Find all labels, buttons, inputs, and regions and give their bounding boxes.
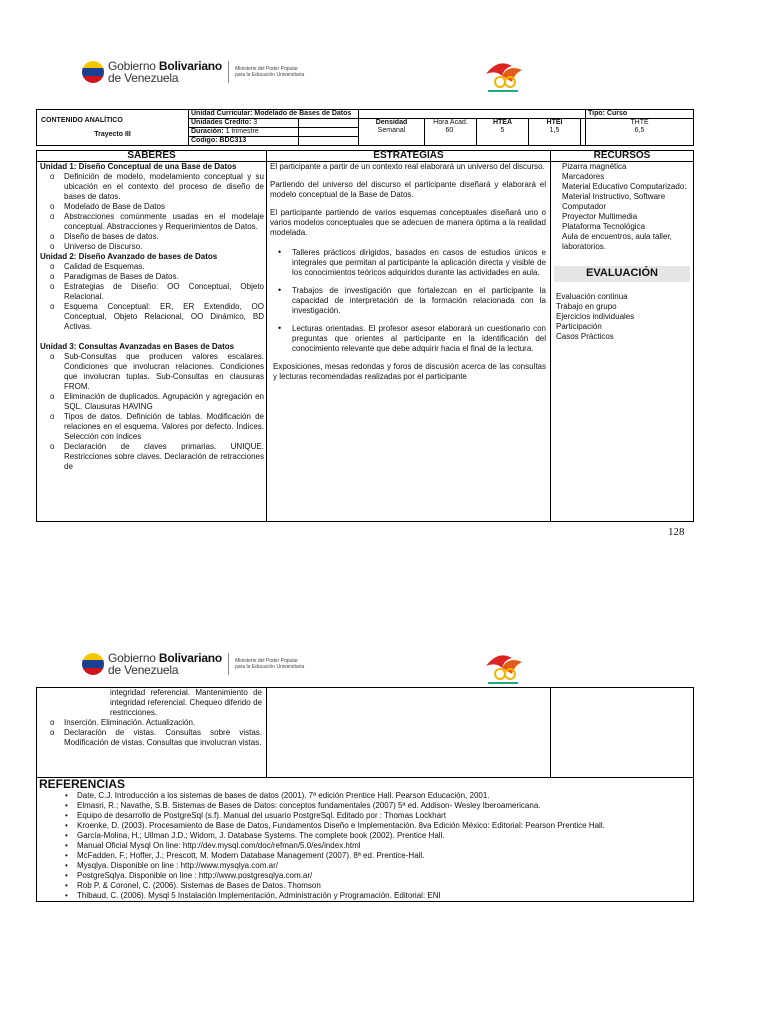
- saberes-cell: [37, 162, 267, 522]
- referencias-title: REFERENCIAS: [39, 777, 126, 791]
- list-item: • Rob P. & Coronel, C. (2006). Sistemas de Bases de Datos. Thomson: [39, 881, 691, 891]
- list-item: Ejercicios individuales: [556, 311, 635, 321]
- thte-cell: THTE 6,5: [586, 119, 694, 146]
- list-item: Trabajo en grupo: [556, 301, 617, 311]
- list-item: Plataforma Tecnológica: [562, 222, 646, 231]
- course-header-table: [36, 109, 694, 146]
- list-item: • Thibaud, C. (2006). Mysql 5 Instalación Implementación, Administración y Programación. Editorial: ENI: [39, 891, 691, 901]
- strategy-paragraph: El participante a partir de un contexto real elaborará un universo del discurso.: [270, 162, 545, 171]
- continued-text: integridad referencial. Mantenimiento de integridad referencial. Chequeo diferido de restricciones.: [110, 688, 262, 717]
- evaluation-list: [554, 292, 690, 342]
- university-emblem-icon: [478, 648, 528, 688]
- list-item: o Abstracciones comúnmente usadas en el modelaje conceptual. Abstracciones y Requerimientos de Datos.: [40, 212, 264, 232]
- saberes-header: SABERES: [37, 151, 267, 162]
- list-item: Casos Prácticos: [556, 331, 614, 341]
- list-item: • Lecturas orientadas. El profesor asesor elaborará un cuestionario con preguntas que orientes al participante en la identificación del conocimiento relevante que debe adquirir hacia el final de la lectura.: [270, 324, 546, 354]
- list-item: Aula de encuentros, aula taller,: [562, 232, 672, 241]
- government-logo: [82, 652, 304, 676]
- ministry-name: Ministerio del Poder Popular para la Educación Universitaria: [235, 66, 305, 78]
- strategy-paragraph: Exposiciones, mesas redondas y foros de discusión acerca de las consultas y lecturas recomendadas realizadas por el participante: [273, 362, 546, 381]
- unit-2-title: Unidad 2: Diseño Avanzado de bases de Datos: [40, 252, 218, 261]
- ministry-name: Ministerio del Poder Popular para la Educación Universitaria: [235, 658, 305, 670]
- list-item: • García-Molina, H.; Ullman J.D.; Widom, J. Database Systems. The complete book (2002). Prentice Hall.: [39, 831, 691, 841]
- hours-cell: Hora Acad. 60´: [425, 119, 477, 146]
- list-item: • McFadden, F.; Hoffer, J.; Prescott, M. Modern Database Management (2007). 8ª ed. Prentice-Hall.: [39, 851, 691, 861]
- list-item: laboratorios.: [562, 242, 607, 251]
- list-item: o Eliminación de duplicados. Agrupación y agregación en SQL. Clausuras HAVING: [40, 392, 264, 412]
- list-item: o Tipos de datos. Definición de tablas. Modificación de relaciones en el esquema. Valores por defecto. Índices. Selección con índices: [40, 412, 264, 442]
- credit-units: Unidades Credito: 3: [189, 119, 299, 128]
- list-item: o Diseño de bases de datos.: [40, 232, 264, 242]
- list-item: • Manual Oficial Mysql On line: http://dev.mysql.com/doc/refman/5.0/es/index.html: [39, 841, 691, 851]
- estrategias-header: ESTRATEGIAS: [267, 151, 551, 162]
- list-item: • Date, C.J. Introducción a los sistemas de bases de datos (2001). 7ª edición Prentice Hall. Pearson Educación, 2001.: [39, 791, 691, 801]
- venezuela-flag-icon: [82, 653, 104, 675]
- unit-2-list: [40, 262, 264, 332]
- list-item: Marcadores: [562, 172, 605, 181]
- university-emblem-icon: [478, 56, 528, 96]
- header-left-cell: CONTENIDO ANALÍTICO Trayecto III: [37, 110, 189, 146]
- government-name: Gobierno Bolivariano de Venezuela: [108, 59, 223, 85]
- list-item: • Elmasri, R.; Navathe, S.B. Sistemas de Bases de Datos: conceptos fundamentales (2007) 5ª ed. Addison- Wesley Iberoamericana.: [39, 801, 691, 811]
- strategy-paragraph: Partiendo del universo del discurso el participante diseñará y elaborará el modelo conceptual de la Base de Datos.: [270, 180, 546, 199]
- evaluacion-title: EVALUACIÓN: [554, 266, 690, 282]
- unit-1-title: Unidad 1: Diseño Conceptual de una Base de Datos: [40, 162, 237, 171]
- list-item: • Trabajos de investigación que fortalezcan en el participante la capacidad de interpretación de la formación relacionada con la investigación.: [270, 286, 546, 316]
- list-item: Material Educativo Computarizado:: [562, 182, 687, 191]
- course-code: Codigo: BDC313: [189, 137, 299, 146]
- duration: Duración: 1 trimestre: [189, 128, 299, 137]
- list-item: Computador: [562, 202, 607, 211]
- unit-3-title: Unidad 3: Consultas Avanzadas en Bases de Datos: [40, 342, 235, 351]
- references-list: [39, 791, 691, 901]
- curricular-unit: Unidad Curricular: Modelado de Bases de Datos: [189, 110, 359, 119]
- list-item: o Sub-Consultas que producen valores escalares. Condiciones que involucran relaciones. Condiciones que involucran tuplas. Sub-Consultas en clausuras FROM.: [40, 352, 264, 392]
- list-item: o Declaración de vistas. Consultas sobre vistas. Modificación de vistas. Consultas que involucran vistas.: [40, 728, 262, 748]
- course-type: Tipo: Curso: [586, 110, 694, 119]
- list-item: Participación: [556, 321, 602, 331]
- list-item: o Inserción. Eliminación. Actualización.: [40, 718, 262, 728]
- list-item: Pizarra magnética: [562, 162, 627, 171]
- list-item: • Kroenke, D. (2003). Procesamiento de Base de Datos, Fundamentos Diseño e Implementación. 8va Edición México: Editorial: Pearson Prentice Hall.: [39, 821, 691, 831]
- government-logo: [82, 60, 304, 84]
- list-item: o Estrategias de Diseño: OO Conceptual, Objeto Relacional.: [40, 282, 264, 302]
- referencias-cell: [37, 778, 694, 902]
- list-item: • Equipo de desarrollo de PostgreSql (s.f). Manual del usuario PostgreSql. Editado por : Thomas Lockhart: [39, 811, 691, 821]
- saberes-cont-cell: [37, 688, 267, 778]
- list-item: o Modelado de Base de Datos: [40, 202, 264, 212]
- htei-cell: HTEI 1,5: [529, 119, 581, 146]
- list-item: o Paradigmas de Bases de Datos.: [40, 272, 264, 282]
- resource-list: [554, 162, 690, 252]
- content-table: [36, 150, 694, 522]
- page-number: 128: [668, 526, 685, 538]
- recursos-header: RECURSOS: [551, 151, 694, 162]
- density-cell: Densidad Semanal: [359, 119, 425, 146]
- unit-3-list: [40, 352, 264, 472]
- strategy-paragraph: El participante partiendo de varios esquemas conceptuales diseñará uno o varios modelos conceptuales que se adecuen de manera óptima a la realidad modelada.: [270, 208, 546, 237]
- list-item: o Declaración de claves primarias. UNIQUE. Restricciones sobre claves. Declaración de retracciones de: [40, 442, 264, 472]
- list-item: o Universo de Discurso.: [40, 242, 264, 252]
- unit-1-list: [40, 172, 264, 252]
- list-item: Material Instructivo, Software: [562, 192, 666, 201]
- htea-cell: HTEA 5: [477, 119, 529, 146]
- venezuela-flag-icon: [82, 61, 104, 83]
- continuation-table: [36, 687, 694, 902]
- list-item: o Esquema Conceptual: ER, ER Extendido, OO Conceptual, Objeto Relacional, OO Dinámico, BD Activas.: [40, 302, 264, 332]
- list-item: Evaluación continua: [556, 291, 628, 301]
- list-item: • Mysqlya. Disponible on line : http://www.mysqlya.com.ar/: [39, 861, 691, 871]
- list-item: o Definición de modelo, modelamiento conceptual y su ubicación en el contexto del proceso de diseño de bases de datos.: [40, 172, 264, 202]
- list-item: • PostgreSqlya. Disponible on line : http://www.postgresqlya.com.ar/: [39, 871, 691, 881]
- estrategias-cell: [267, 162, 551, 522]
- unit-3-list-cont: [40, 718, 262, 748]
- strategy-bullets: [270, 248, 546, 354]
- list-item: o Calidad de Esquemas.: [40, 262, 264, 272]
- government-name: Gobierno Bolivariano de Venezuela: [108, 651, 223, 677]
- recursos-cell: [551, 162, 694, 522]
- list-item: • Talleres prácticos dirigidos, basados en casos de estudios únicos e integrales que permitan al participante la aplicación directa y visible de los conocimientos teóricos adquiridos durante las actividades en aula.: [270, 248, 546, 278]
- list-item: Proyector Multimedia: [562, 212, 638, 221]
